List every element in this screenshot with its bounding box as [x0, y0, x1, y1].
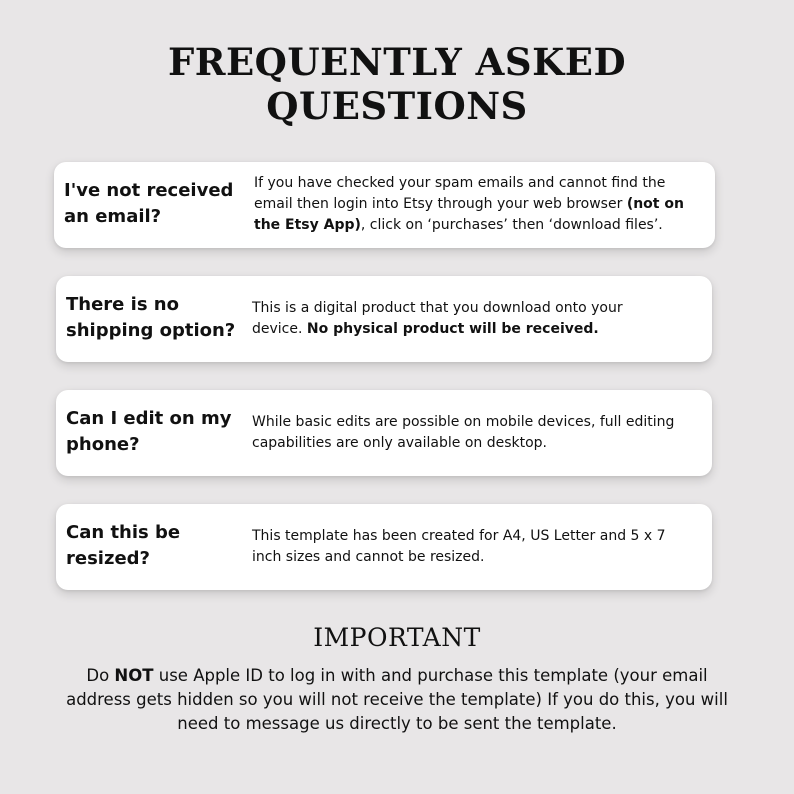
faq-question-email-line-1: I've not received	[64, 180, 234, 201]
page-title	[0, 40, 794, 128]
important-notice-text: Do	[86, 666, 115, 685]
faq-answer-resize	[252, 526, 692, 568]
important-notice	[60, 664, 734, 736]
important-heading: IMPORTANT	[313, 623, 481, 652]
faq-question-shipping-line-2: shipping option?	[66, 320, 236, 341]
faq-answer-email	[254, 173, 704, 236]
page-title-line-1: FREQUENTLY ASKED	[167, 40, 627, 84]
faq-answer-shipping-bold: No physical product will be received.	[306, 321, 599, 337]
faq-question-shipping-line-1: There is no	[66, 294, 179, 315]
faq-answer-email-tail: , click on ‘purchases’ then ‘download files’.	[360, 217, 663, 233]
important-notice-tail: use Apple ID to log in with and purchase this template (your email address gets hidden so you will not receive the template) If you do this, you will need to message us directly to be sent the template.	[66, 666, 728, 733]
faq-answer-phone-text: While basic edits are possible on mobile devices, full editing capabilities are only available on desktop.	[252, 414, 675, 451]
faq-question-email	[64, 178, 244, 230]
faq-question-resize-line-2: resized?	[66, 548, 150, 569]
faq-question-resize	[66, 520, 246, 572]
faq-answer-shipping-text: This is a digital product that you download onto your device.	[252, 300, 623, 337]
faq-answer-phone	[252, 412, 704, 454]
faq-question-phone	[66, 406, 246, 458]
faq-answer-email-bold: (not on the Etsy App)	[254, 196, 684, 233]
faq-question-shipping	[66, 292, 246, 344]
faq-answer-resize-text: This template has been created for A4, US Letter and 5 x 7 inch sizes and cannot be resized.	[252, 528, 666, 565]
faq-question-email-line-2: an email?	[64, 206, 162, 227]
faq-answer-shipping	[252, 298, 672, 340]
faq-question-resize-line-1: Can this be	[66, 522, 181, 543]
faq-question-phone-line-1: Can I edit on my	[66, 408, 232, 429]
page-title-line-2: QUESTIONS	[266, 84, 528, 128]
faq-question-phone-line-2: phone?	[66, 434, 140, 455]
faq-answer-email-text: If you have checked your spam emails and cannot find the email then login into Etsy through your web browser	[254, 175, 666, 212]
important-notice-bold: NOT	[114, 666, 154, 685]
